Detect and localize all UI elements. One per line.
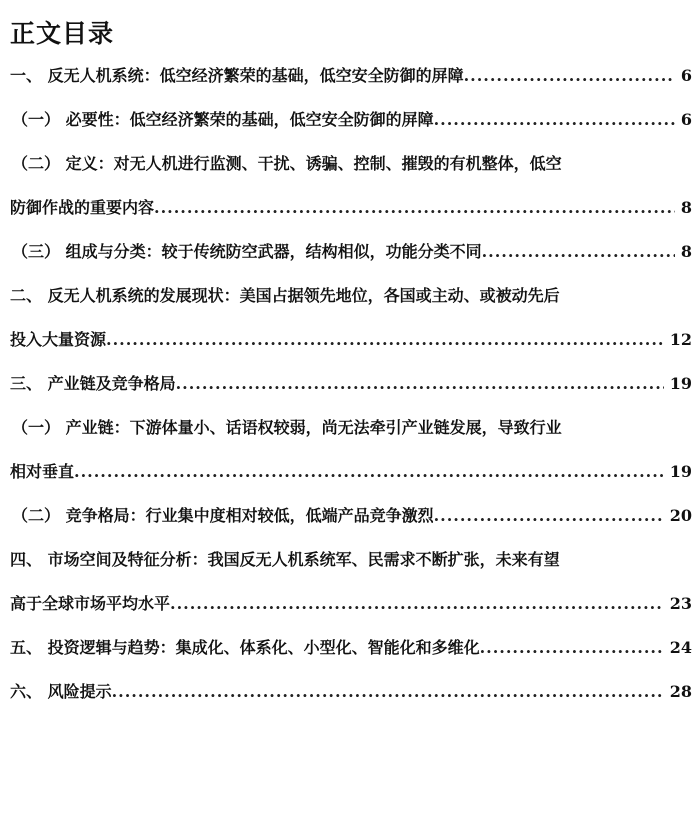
toc-entry-text: 二、 反无人机系统的发展现状：美国占据领先地位，各国或主动、或被动先后 bbox=[10, 286, 560, 305]
toc-page-number: 6 bbox=[680, 110, 692, 129]
toc-entry-text: 四、 市场空间及特征分析：我国反无人机系统军、民需求不断扩张，未来有望 bbox=[10, 550, 560, 569]
toc-entry-1-2-cont[interactable] bbox=[10, 186, 692, 230]
dot-leader bbox=[176, 362, 664, 406]
toc-entry-text: 五、 投资逻辑与趋势：集成化、体系化、小型化、智能化和多维化 bbox=[10, 638, 480, 657]
dot-leader bbox=[434, 494, 664, 538]
toc-page-number: 6 bbox=[680, 66, 692, 85]
page-title: 正文目录 bbox=[10, 19, 115, 48]
dot-leader bbox=[464, 54, 675, 98]
toc-entry-4[interactable] bbox=[10, 538, 692, 582]
toc-entry-text: 一、 反无人机系统：低空经济繁荣的基础，低空安全防御的屏障 bbox=[10, 66, 464, 85]
toc-entry-3[interactable] bbox=[10, 362, 692, 406]
toc-entry-5[interactable] bbox=[10, 626, 692, 670]
toc-page-number: 19 bbox=[669, 462, 692, 481]
toc-entry-text: 三、 产业链及竞争格局 bbox=[10, 374, 176, 393]
dot-leader bbox=[112, 670, 664, 714]
toc-page-number: 8 bbox=[680, 242, 692, 261]
toc-entry-text: 高于全球市场平均水平 bbox=[10, 594, 171, 613]
toc-entry-text: 相对垂直 bbox=[10, 462, 75, 481]
toc-entry-1-3[interactable] bbox=[10, 230, 692, 274]
toc-entry-text: 投入大量资源 bbox=[10, 330, 107, 349]
dot-leader bbox=[154, 186, 675, 230]
toc-page-number: 8 bbox=[680, 198, 692, 217]
toc-entry-text: 防御作战的重要内容 bbox=[10, 198, 155, 217]
toc-entry-text: （一） 必要性：低空经济繁荣的基础，低空安全防御的屏障 bbox=[12, 110, 434, 129]
toc-entry-3-1[interactable] bbox=[10, 406, 692, 450]
toc-page-number: 12 bbox=[669, 330, 692, 349]
dot-leader bbox=[74, 450, 664, 494]
dot-leader bbox=[170, 582, 664, 626]
toc-entry-text: （一） 产业链：下游体量小、话语权较弱，尚无法牵引产业链发展，导致行业 bbox=[12, 418, 562, 437]
toc-entry-2[interactable] bbox=[10, 274, 692, 318]
toc-entry-4-cont[interactable] bbox=[10, 582, 692, 626]
toc-entry-6[interactable] bbox=[10, 670, 692, 714]
dot-leader bbox=[482, 230, 675, 274]
table-of-contents bbox=[10, 54, 692, 714]
dot-leader bbox=[106, 318, 664, 362]
toc-page-number: 23 bbox=[669, 594, 692, 613]
toc-entry-1[interactable] bbox=[10, 54, 692, 98]
toc-entry-text: （二） 定义：对无人机进行监测、干扰、诱骗、控制、摧毁的有机整体，低空 bbox=[12, 154, 562, 173]
toc-page-number: 28 bbox=[669, 682, 692, 701]
toc-page-number: 24 bbox=[669, 638, 692, 657]
dot-leader bbox=[480, 626, 664, 670]
toc-page-number: 19 bbox=[669, 374, 692, 393]
toc-entry-1-2[interactable] bbox=[10, 142, 692, 186]
toc-entry-3-2[interactable] bbox=[10, 494, 692, 538]
toc-entry-text: （三） 组成与分类：较于传统防空武器，结构相似，功能分类不同 bbox=[12, 242, 482, 261]
toc-entry-3-1-cont[interactable] bbox=[10, 450, 692, 494]
toc-entry-text: 六、 风险提示 bbox=[10, 682, 112, 701]
toc-page-number: 20 bbox=[669, 506, 692, 525]
dot-leader bbox=[434, 98, 675, 142]
toc-entry-2-cont[interactable] bbox=[10, 318, 692, 362]
toc-entry-1-1[interactable] bbox=[10, 98, 692, 142]
toc-entry-text: （二） 竞争格局：行业集中度相对较低，低端产品竞争激烈 bbox=[12, 506, 434, 525]
